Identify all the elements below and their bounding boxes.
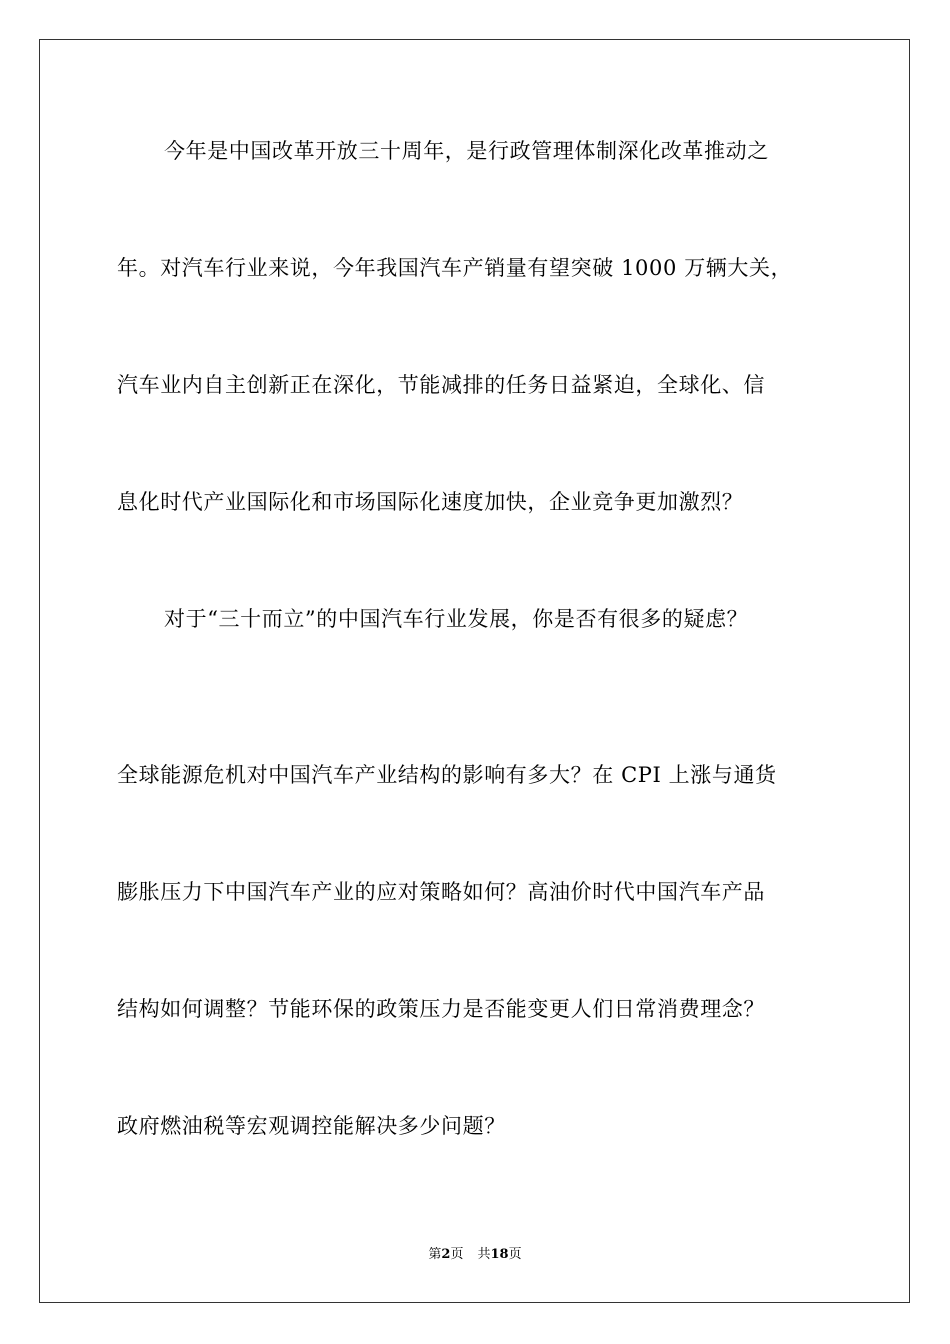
paragraph-2-line-1: 对于“三十而立”的中国汽车行业发展，你是否有很多的疑虑？ (164, 607, 749, 631)
footer-total-pages: 18 (490, 1247, 509, 1262)
paragraph-1-line-4: 息化时代产业国际化和市场国际化速度加快，企业竞争更加激烈？ (117, 490, 744, 514)
paragraph-1-line-1: 今年是中国改革开放三十周年，是行政管理体制深化改革推动之 (164, 139, 769, 163)
footer-total-prefix: 共 (477, 1247, 491, 1262)
paragraph-1-line-2: 年。对汽车行业来说，今年我国汽车产销量有望突破 1000 万辆大关， (117, 256, 793, 280)
paragraph-2-line-5: 政府燃油税等宏观调控能解决多少问题？ (117, 1114, 506, 1138)
footer-total-suffix: 页 (508, 1247, 522, 1262)
footer-page-number: 2 (441, 1247, 451, 1262)
page-footer (0, 1246, 950, 1264)
footer-page-suffix: 页 (450, 1247, 464, 1262)
paragraph-2-line-3: 膨胀压力下中国汽车产业的应对策略如何？高油价时代中国汽车产品 (117, 880, 765, 904)
paragraph-2-line-2: 全球能源危机对中国汽车产业结构的影响有多大？在 CPI 上涨与通货 (117, 763, 777, 787)
paragraph-2-line-4: 结构如何调整？节能环保的政策压力是否能变更人们日常消费理念？ (117, 997, 765, 1021)
footer-page-prefix: 第 (428, 1247, 442, 1262)
paragraph-1-line-3: 汽车业内自主创新正在深化，节能减排的任务日益紧迫，全球化、信 (117, 373, 765, 397)
